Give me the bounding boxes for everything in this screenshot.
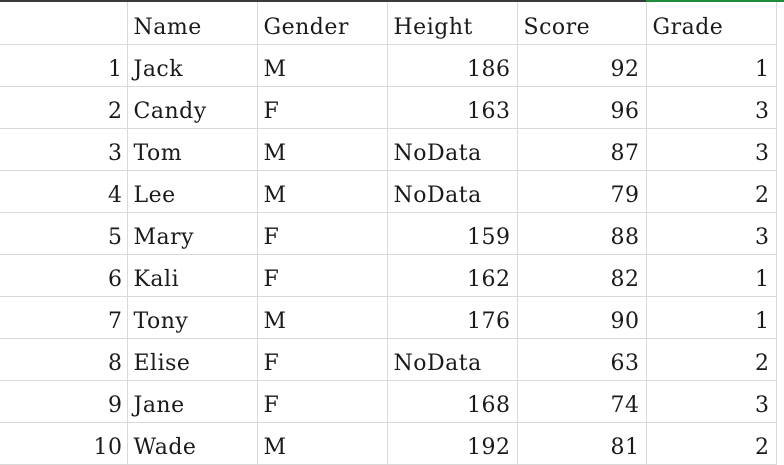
cell-name[interactable]: Jane [127,380,257,422]
cell-gender[interactable]: F [257,338,387,380]
cell-gender[interactable]: F [257,86,387,128]
table-row [0,422,776,464]
table-row [0,380,776,422]
cell-gender[interactable]: F [257,380,387,422]
cell-grade[interactable]: 3 [646,128,776,170]
cell-height[interactable]: 192 [387,422,517,464]
column-header-score[interactable]: Score [517,2,646,44]
row-index-cell[interactable]: 2 [0,86,127,128]
cell-name[interactable]: Tom [127,128,257,170]
table-row [0,254,776,296]
cell-score[interactable]: 63 [517,338,646,380]
cell-name[interactable]: Elise [127,338,257,380]
cell-height[interactable]: NoData [387,170,517,212]
cell-height[interactable]: NoData [387,128,517,170]
column-header-name[interactable]: Name [127,2,257,44]
cell-grade[interactable]: 3 [646,86,776,128]
table-row [0,170,776,212]
cell-height[interactable]: 163 [387,86,517,128]
cell-gender[interactable]: M [257,128,387,170]
table-row [0,212,776,254]
row-index-cell[interactable]: 1 [0,44,127,86]
cell-height[interactable]: 159 [387,212,517,254]
column-header-height[interactable]: Height [387,2,517,44]
index-header-cell[interactable] [0,2,127,44]
table-row [0,296,776,338]
cell-score[interactable]: 79 [517,170,646,212]
data-table [0,2,777,465]
cell-name[interactable]: Tony [127,296,257,338]
cell-grade[interactable]: 3 [646,212,776,254]
table-row [0,128,776,170]
cell-grade[interactable]: 2 [646,170,776,212]
row-index-cell[interactable]: 9 [0,380,127,422]
row-index-cell[interactable]: 7 [0,296,127,338]
row-index-cell[interactable]: 8 [0,338,127,380]
cell-name[interactable]: Wade [127,422,257,464]
table-row [0,338,776,380]
cell-grade[interactable]: 2 [646,338,776,380]
cell-grade[interactable]: 1 [646,254,776,296]
cell-score[interactable]: 92 [517,44,646,86]
cell-grade[interactable]: 3 [646,380,776,422]
row-index-cell[interactable]: 6 [0,254,127,296]
cell-name[interactable]: Jack [127,44,257,86]
cell-height[interactable]: 186 [387,44,517,86]
column-header-grade[interactable]: Grade [646,2,776,44]
cell-height[interactable]: NoData [387,338,517,380]
table-body [0,44,776,464]
column-header-gender[interactable]: Gender [257,2,387,44]
table-row [0,44,776,86]
row-index-cell[interactable]: 4 [0,170,127,212]
cell-name[interactable]: Candy [127,86,257,128]
cell-score[interactable]: 96 [517,86,646,128]
cell-grade[interactable]: 1 [646,296,776,338]
row-index-cell[interactable]: 3 [0,128,127,170]
cell-name[interactable]: Kali [127,254,257,296]
cell-score[interactable]: 88 [517,212,646,254]
cell-score[interactable]: 87 [517,128,646,170]
cell-grade[interactable]: 2 [646,422,776,464]
cell-gender[interactable]: M [257,170,387,212]
cell-height[interactable]: 176 [387,296,517,338]
cell-gender[interactable]: M [257,422,387,464]
cell-score[interactable]: 74 [517,380,646,422]
cell-gender[interactable]: F [257,212,387,254]
cell-name[interactable]: Mary [127,212,257,254]
cell-score[interactable]: 82 [517,254,646,296]
cell-score[interactable]: 90 [517,296,646,338]
cell-gender[interactable]: F [257,254,387,296]
cell-grade[interactable]: 1 [646,44,776,86]
header-row [0,2,776,44]
cell-gender[interactable]: M [257,44,387,86]
cell-score[interactable]: 81 [517,422,646,464]
table-row [0,86,776,128]
cell-height[interactable]: 168 [387,380,517,422]
cell-gender[interactable]: M [257,296,387,338]
row-index-cell[interactable]: 10 [0,422,127,464]
row-index-cell[interactable]: 5 [0,212,127,254]
cell-name[interactable]: Lee [127,170,257,212]
cell-height[interactable]: 162 [387,254,517,296]
